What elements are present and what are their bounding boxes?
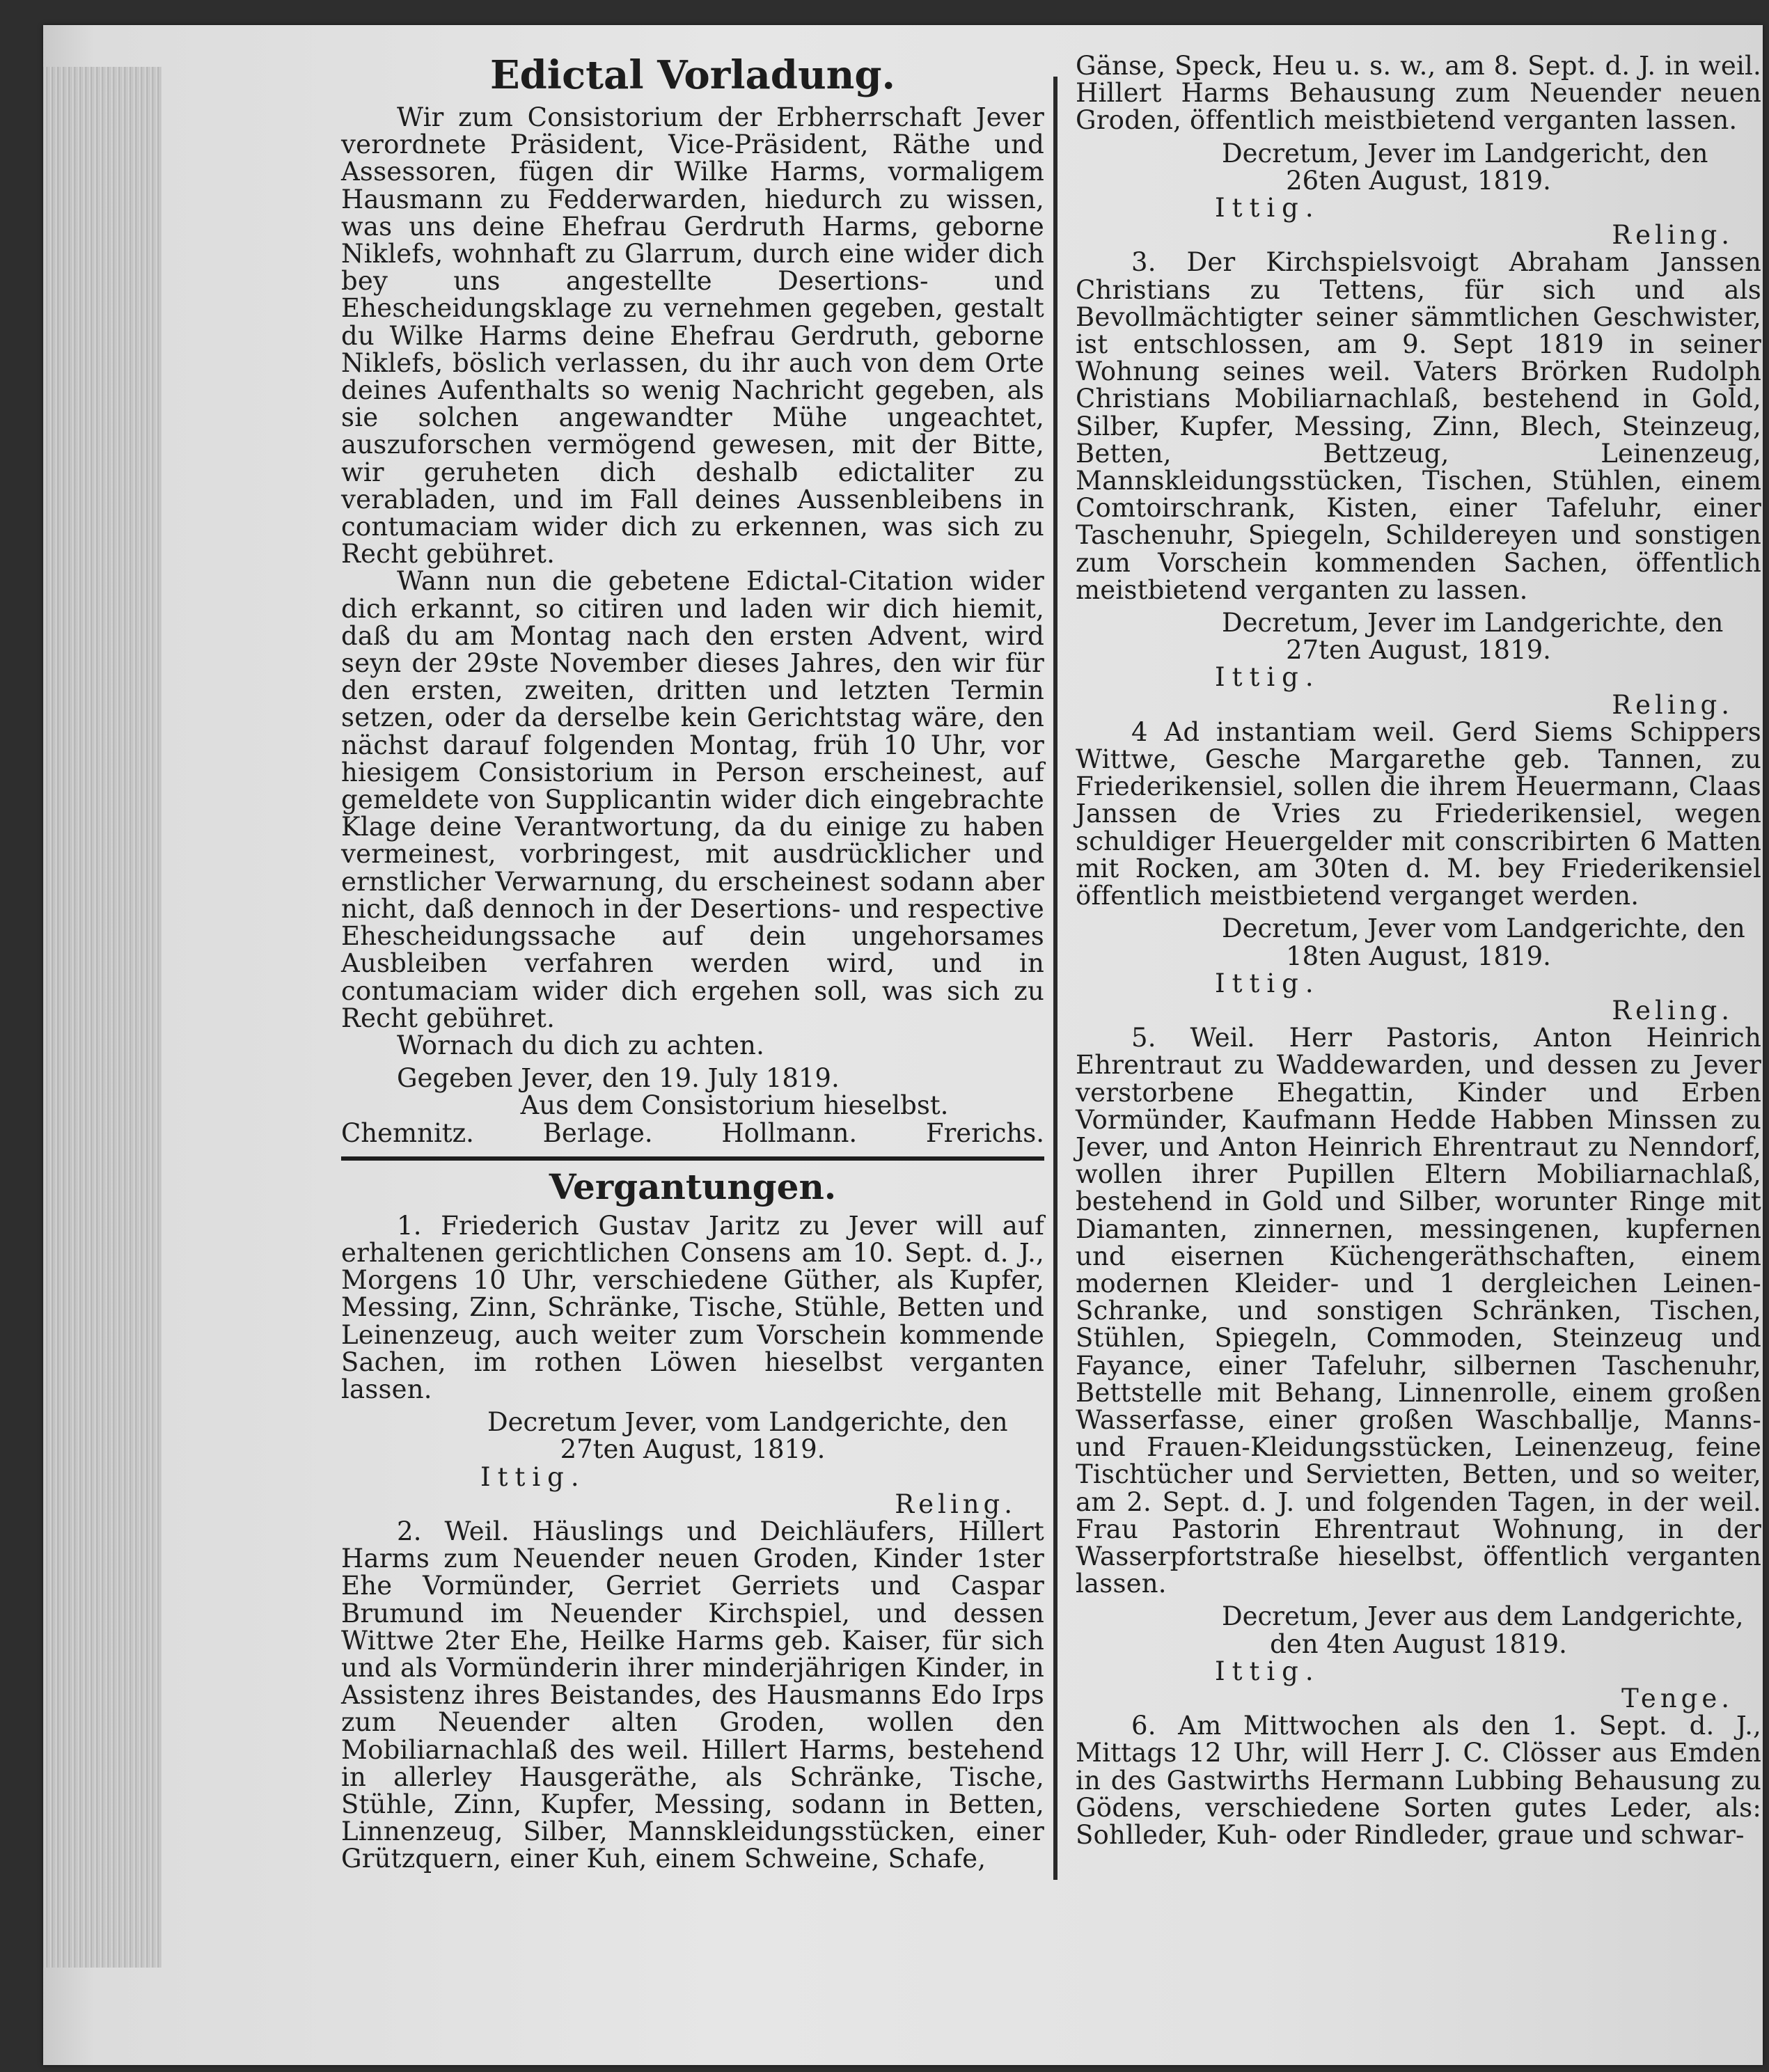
- item3-date: 27ten August, 1819.: [1286, 635, 1551, 666]
- edict-paragraph-1: Wir zum Consistorium der Erbherrschaft Jever verordnete Präsident, Vice-Präsident, Räthe und Assessoren, fügen dir Wilke Harms, vormaligem Hausmann zu Fedderwarden, hiedurch zu wissen, was uns deine Ehefrau Gerdruth Harms, geborne Niklefs, wohnhaft zu Glarrum, durch eine wider dich bey uns angestellte Desertions- und Ehescheidungsklage zu vernehmen gegeben, gestalt du Wilke Harms deine Ehefrau Gerdruth, geborne Niklefs, böslich verlassen, du ihr auch von dem Orte deines Aufenthalts so wenig Nachricht gegeben, als sie solchen angewandter Mühe ungeachtet, auszuforschen vermögend gewesen, mit der Bitte, wir geruheten dich deshalb edictaliter zu verabladen, und im Fall deines Aussenbleibens in contumaciam wider dich zu erkennen, was sich zu Recht gebühret.: [341, 102, 1044, 570]
- auction-item-3: 3. Der Kirchspielsvoigt Abraham Janssen Christians zu Tettens, für sich und als Bevollmächtigter seiner sämmtlichen Geschwister, ist entschlossen, am 9. Sept 1819 in seiner Wohnung seines weil. Vaters Brörken Rudolph Christians Mobiliarnachlaß, bestehend in Gold, Silber, Kupfer, Messing, Zinn, Blech, Steinzeug, Betten, Bettzeug, Leinenzeug, Mannskleidungsstücken, Tischen, Stühlen, einem Comtoirschrank, Kisten, einer Tafeluhr, einer Taschenuhr, Spiegeln, Schildereyen und sonstigen zum Vorschein kommenden Sachen, öffentlich meistbietend verganten zu lassen.: [1076, 247, 1761, 605]
- item5-tenge: Tenge.: [1621, 1683, 1733, 1713]
- item2-ittig: Ittig.: [1215, 193, 1321, 223]
- item5-decree: Decretum, Jever aus dem Landgerichte,: [1222, 1601, 1744, 1632]
- edict-given: Gegeben Jever, den 19. July 1819.: [397, 1063, 840, 1094]
- item3-reling: Reling.: [1612, 689, 1733, 720]
- page-edges: [43, 67, 162, 1968]
- edict-title: Edictal Vorladung.: [489, 52, 896, 98]
- item1-reling: Reling.: [895, 1489, 1016, 1519]
- item5-ittig: Ittig.: [1215, 1656, 1321, 1686]
- item4-date: 18ten August, 1819.: [1286, 941, 1551, 971]
- signer-4: Frerichs.: [925, 1117, 1044, 1148]
- edict-signers: [341, 1117, 1044, 1148]
- item4-ittig: Ittig.: [1215, 968, 1321, 998]
- item1-ittig: Ittig.: [480, 1461, 586, 1492]
- item4-decree: Decretum, Jever vom Landgerichte, den: [1222, 913, 1745, 944]
- edict-consistory: Aus dem Consistorium hieselbst.: [520, 1090, 949, 1121]
- item2-date: 26ten August, 1819.: [1286, 165, 1551, 196]
- auction-item-4: 4 Ad instantiam weil. Gerd Siems Schippers Wittwe, Gesche Margarethe geb. Tannen, zu Friederikensiel, sollen die ihrem Heuermann, Claas Janssen de Vries zu Friederikensiel, wegen schuldiger Heuergelder mit conscribirten 6 Matten mit Rocken, am 30ten d. M. bey Friederikensiel öffentlich meistbietend verganget werden.: [1076, 716, 1761, 911]
- section-divider: [341, 1156, 1044, 1161]
- signer-3: Hollmann.: [721, 1117, 858, 1148]
- column-rule: [1053, 77, 1058, 1880]
- item3-ittig: Ittig.: [1215, 662, 1321, 693]
- auction-item-5: 5. Weil. Herr Pastoris, Anton Heinrich Ehrentraut zu Waddewarden, und dessen zu Jever verstorbene Ehegattin, Kinder und Erben Vormünder, Kaufmann Hedde Habben Minssen zu Jever, und Anton Heinrich Ehrentraut zu Nenndorf, wollen ihrer Pupillen Eltern Mobiliarnachlaß, bestehend in Gold und Silber, worunter Ringe mit Diamanten, zinnernen, messingenen, kupfernen und eisernen Küchengeräthschaften, einem modernen Kleider- und 1 dergleichen Leinen-Schranke, und sonstigen Schränken, Tischen, Stühlen, Spiegeln, Commoden, Steinzeug und Fayance, einer Tafeluhr, silbernen Taschenuhr, Bettstelle mit Behang, Linnenrolle, einem großen Wasserfasse, einer großen Waschballje, Manns- und Frauen-Kleidungsstücken, Leinenzeug, feine Tischtücher und Servietten, Betten, und so weiter, am 2. Sept. d. J. und folgenden Tagen, in der weil. Frau Pastorin Ehrentraut Wohnung, in der Wasserpfortstraße hieselbst, öffentlich verganten lassen.: [1076, 1023, 1761, 1599]
- left-column: [341, 52, 1044, 1873]
- item5-date: den 4ten August 1819.: [1270, 1628, 1567, 1659]
- edict-paragraph-3: Wornach du dich zu achten.: [397, 1030, 765, 1060]
- auction-item-1: 1. Friederich Gustav Jaritz zu Jever will auf erhaltenen gerichtlichen Consens am 10. Sept. d. J., Morgens 10 Uhr, verschiedene Güther, als Kupfer, Messing, Zinn, Schränke, Tische, Stühle, Betten und Leinenzeug, auch weiter zum Vorschein kommende Sachen, im rothen Löwen hieselbst verganten lassen.: [341, 1210, 1044, 1404]
- item2-decree: Decretum, Jever im Landgericht, den: [1222, 138, 1708, 168]
- section-title: Vergantungen.: [549, 1166, 837, 1207]
- item2-reling: Reling.: [1612, 220, 1733, 251]
- right-column: [1076, 52, 1761, 1849]
- edict-paragraph-2: Wann nun die gebetene Edictal-Citation wider dich erkannt, so citiren und laden wir dich hiemit, daß du am Montag nach den ersten Advent, wird seyn der 29ste November dieses Jahres, den wir für den ersten, zweiten, dritten und letzten Termin setzen, oder da derselbe kein Gerichtstag wäre, den nächst darauf folgenden Montag, früh 10 Uhr, vor hiesigem Consistorium in Person erscheinest, auf gemeldete von Supplicantin wider dich eingebrachte Klage deine Verantwortung, da du einige zu haben vermeinest, vorbringest, mit ausdrücklicher und ernstlicher Verwarnung, du erscheinest sodann aber nicht, daß dennoch in der Desertions- und respective Ehescheidungssache auf dein ungehorsames Ausbleiben verfahren werden wird, und in contumaciam wider dich ergehen soll, was sich zu Recht gebühret.: [341, 566, 1044, 1033]
- signer-2: Berlage.: [542, 1117, 653, 1148]
- auction-item-6: 6. Am Mittwochen als den 1. Sept. d. J., Mittags 12 Uhr, will Herr J. C. Clösser aus Emden in des Gastwirths Hermann Lubbing Behausung zu Gödens, verschiedene Sorten gutes Leder, als: Sohlleder, Kuh- oder Rindleder, graue und schwar-: [1076, 1711, 1761, 1850]
- signer-1: Chemnitz.: [341, 1117, 474, 1148]
- item4-reling: Reling.: [1612, 995, 1733, 1026]
- item3-decree: Decretum, Jever im Landgerichte, den: [1222, 608, 1724, 638]
- auction-item-2-continued: Gänse, Speck, Heu u. s. w., am 8. Sept. d. J. in weil. Hillert Harms Behausung zum Neuender neuen Groden, öffentlich meistbietend verganten lassen.: [1076, 51, 1761, 136]
- auction-item-2: 2. Weil. Häuslings und Deichläufers, Hillert Harms zum Neuender neuen Groden, Kinder 1ster Ehe Vormünder, Gerriet Gerriets und Caspar Brumund im Neuender Kirchspiel, und dessen Wittwe 2ter Ehe, Heilke Harms geb. Kaiser, für sich und als Vormünderin ihrer minderjährigen Kinder, in Assistenz ihres Beistandes, des Hausmanns Edo Irps zum Neuender alten Groden, wollen den Mobiliarnachlaß des weil. Hillert Harms, bestehend in allerley Hausgeräthe, als Schränke, Tische, Stühle, Zinn, Kupfer, Messing, sodann in Betten, Linnenzeug, Silber, Mannskleidungsstücken, einer Grützquern, einer Kuh, einem Schweine, Schafe,: [341, 1516, 1044, 1874]
- item1-date: 27ten August, 1819.: [560, 1434, 826, 1465]
- item1-decree: Decretum Jever, vom Landgerichte, den: [487, 1407, 1008, 1438]
